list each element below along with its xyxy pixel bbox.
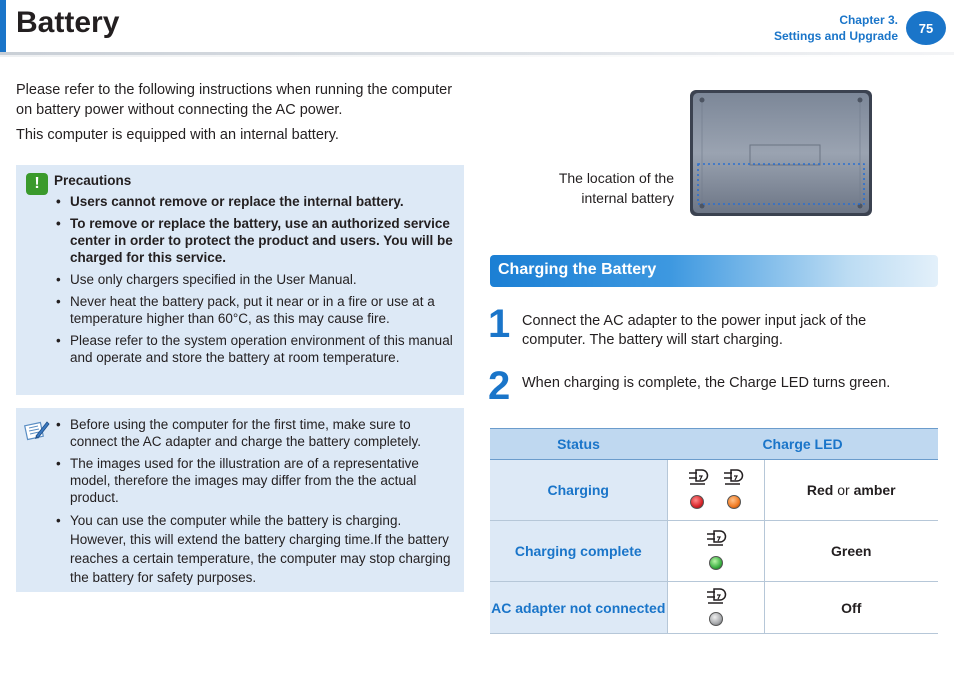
list-item: • To remove or replace the battery, use an authorized service center in order to protect the product and users. You will be charged for this service.: [54, 215, 458, 266]
led-amber-icon: [727, 495, 741, 509]
table-row: [490, 521, 938, 582]
led-color-amber: amber: [853, 482, 896, 498]
led-off-icon: [709, 612, 723, 626]
list-item: • You can use the computer while the battery is charging. However, this will extend the battery charging time.If the battery reaches a certain temperature, the computer may stop charging the battery for safety purposes.: [54, 511, 458, 587]
precautions-list: [54, 193, 458, 371]
intro-paragraph-battery: This computer is equipped with an internal battery.: [16, 127, 339, 143]
led-icons-cell: [667, 460, 764, 521]
status-cell: Charging: [490, 460, 667, 521]
notes-box: [16, 408, 464, 592]
precautions-title: Precautions: [54, 173, 132, 188]
list-item: • Use only chargers specified in the User Manual.: [54, 271, 458, 288]
led-color-cell: [764, 460, 938, 521]
plug-icon: [722, 468, 744, 488]
step-text: Connect the AC adapter to the power input jack of the computer. The battery will start charging.: [522, 313, 867, 348]
led-green-icon: [709, 556, 723, 570]
page-title: Battery: [16, 6, 120, 39]
laptop-bottom-image: [690, 90, 872, 216]
list-item: • Users cannot remove or replace the internal battery.: [54, 193, 458, 210]
step-text: When charging is complete, the Charge LED turns green.: [522, 375, 891, 391]
table-row: [490, 582, 938, 634]
exclamation-icon: !: [26, 173, 48, 195]
step-number: 1: [488, 302, 511, 346]
charge-led-table: [490, 428, 938, 634]
list-item: • Never heat the battery pack, put it near or in a fire or use at a temperature higher than 60°C, as this may cause fire.: [54, 293, 458, 327]
list-item: • The images used for the illustration are of a representative model, therefore the images may differ from the the actual product.: [54, 455, 458, 506]
plug-icon: [687, 468, 709, 488]
step-number: 2: [488, 364, 511, 408]
led-color-conjunction: or: [833, 482, 854, 498]
header-accent-bar: [0, 0, 6, 52]
column-header-charge-led: Charge LED: [667, 429, 938, 460]
plug-icon: [705, 529, 727, 549]
column-header-status: Status: [490, 429, 667, 460]
table-row: [490, 460, 938, 521]
status-cell: Charging complete: [490, 521, 667, 582]
led-red-icon: [690, 495, 704, 509]
led-color-cell: Off: [764, 582, 938, 634]
page-number-badge: 75: [906, 11, 946, 45]
list-item: • Before using the computer for the first time, make sure to connect the AC adapter and charge the battery completely.: [54, 416, 458, 450]
section-title: Charging the Battery: [498, 261, 657, 278]
precautions-box: [16, 165, 464, 395]
pencil-note-icon: [24, 418, 50, 442]
status-cell: AC adapter not connected: [490, 582, 667, 634]
list-item: • Please refer to the system operation environment of this manual and operate and store the battery at room temperature.: [54, 332, 458, 366]
notes-list: [54, 416, 458, 592]
section-header-bar: [490, 255, 938, 287]
header-divider-shadow: [0, 55, 954, 57]
chapter-number: Chapter 3.: [839, 13, 898, 27]
chapter-label: [774, 12, 898, 44]
led-color-cell: Green: [764, 521, 938, 582]
intro-paragraph: Please refer to the following instructions when running the computer on battery power without connecting the AC power.: [16, 82, 453, 118]
led-color-red: Red: [806, 482, 834, 498]
table-header-row: [490, 429, 938, 460]
plug-icon: [705, 587, 727, 607]
chapter-name: Settings and Upgrade: [773, 29, 898, 43]
led-icons-cell: [667, 582, 764, 634]
led-icons-cell: [667, 521, 764, 582]
laptop-figure-caption: The location of the internal battery: [558, 170, 674, 206]
